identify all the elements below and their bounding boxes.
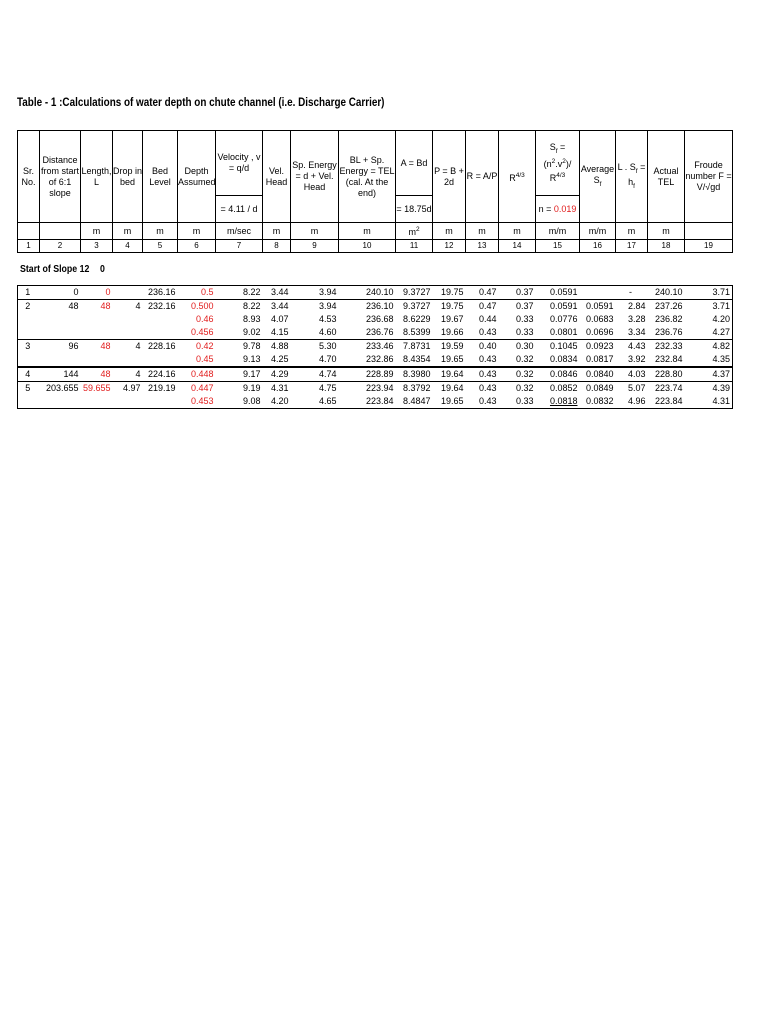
table-cell: 7.8731	[396, 340, 433, 354]
table-cell	[113, 353, 143, 367]
table-cell	[18, 395, 40, 409]
table-cell	[40, 326, 81, 340]
col-header-sr-no: Sr. No.	[18, 131, 40, 223]
column-number-cell: 3	[81, 240, 113, 253]
table-cell	[81, 353, 113, 367]
start-of-slope-label	[20, 264, 105, 275]
table-cell: 4.37	[685, 367, 733, 382]
table-cell: 0.0834	[549, 354, 578, 364]
col-header-bed-level: Bed Level	[143, 131, 178, 223]
table-cell	[143, 395, 178, 409]
avg-label: Average	[580, 163, 615, 174]
unit-cell: m	[113, 223, 143, 240]
table-cell: 4.20	[263, 395, 291, 409]
table-cell: 0.40	[466, 340, 499, 354]
col-header-hydraulic-radius: R = A/P	[466, 131, 499, 223]
table-cell: 0.0852	[536, 382, 580, 396]
data-table	[17, 285, 733, 409]
column-number-cell: 17	[616, 240, 648, 253]
table-cell: 19.64	[433, 382, 466, 396]
table-cell	[40, 353, 81, 367]
col-header-average-sf	[580, 131, 616, 223]
table-cell: 232.86	[365, 354, 394, 364]
table-cell: 8.22	[216, 286, 263, 300]
table-cell: 4.03	[616, 367, 648, 382]
table-cell: 0.0776	[549, 314, 578, 324]
sf-v2: 2	[562, 158, 566, 166]
table-cell: 4.96	[616, 395, 648, 409]
ls-label: L . S	[617, 161, 636, 172]
table-cell: 19.64	[433, 367, 466, 382]
table-cell: 236.68	[365, 314, 394, 324]
table-row	[18, 395, 733, 409]
unit-cell: m	[291, 223, 339, 240]
ls-eq: =	[637, 161, 646, 172]
table-cell: 96	[40, 340, 81, 354]
table-cell: 0.44	[478, 314, 497, 324]
table-cell: 8.93	[242, 314, 261, 324]
column-number-cell: 7	[216, 240, 263, 253]
table-cell: 232.16	[143, 300, 178, 314]
table-cell: 223.94	[339, 382, 396, 396]
table-row	[18, 353, 733, 367]
column-number-cell: 12	[433, 240, 466, 253]
table-cell: 0.0683	[585, 314, 614, 324]
table-cell: 4.29	[263, 367, 291, 382]
column-numbers-row	[18, 240, 733, 253]
unit-cell: m	[143, 223, 178, 240]
hf-h: h	[628, 176, 634, 187]
col-header-froude: Froude number F = V/√gd	[685, 131, 733, 223]
table-cell	[143, 313, 178, 326]
table-cell: 0.46	[195, 314, 214, 324]
table-cell	[143, 326, 178, 340]
table-cell: 19.65	[433, 395, 466, 409]
table-cell: 9.19	[216, 382, 263, 396]
table-cell: 19.65	[440, 354, 464, 364]
table-cell: 1	[18, 286, 40, 300]
column-number-cell: 8	[263, 240, 291, 253]
table-cell: 237.26	[648, 300, 685, 314]
table-cell: 19.75	[433, 300, 466, 314]
table-cell: 4.39	[685, 382, 733, 396]
table-cell	[81, 313, 113, 326]
table-cell: 0.33	[499, 395, 536, 409]
table-cell	[18, 326, 40, 340]
unit-cell	[18, 223, 40, 240]
sf-r-exp: 4/3	[556, 172, 566, 180]
table-cell: 0.456	[190, 327, 214, 337]
table-cell: 4	[113, 300, 143, 314]
sf-r: R	[549, 173, 557, 184]
document-title: Table - 1 :Calculations of water depth on chute channel (i.e. Discharge Carrier)	[17, 97, 385, 109]
sf-v: .v	[555, 159, 563, 170]
unit-cell: m/m	[536, 223, 580, 240]
table-cell: 0.32	[499, 382, 536, 396]
table-cell: 0.0849	[580, 382, 616, 396]
table-cell: 0.0591	[536, 286, 580, 300]
table-cell	[143, 353, 178, 367]
table-cell: 0.0832	[580, 395, 616, 409]
col-header-n-value	[536, 196, 580, 223]
table-cell: 232.84	[654, 354, 683, 364]
table-cell: 236.16	[143, 286, 178, 300]
col-header-actual-tel: Actual TEL	[648, 131, 685, 223]
unit-cell	[685, 223, 733, 240]
unit-cell: m/m	[580, 223, 616, 240]
col-header-distance: Distance from start of 6:1 slope	[40, 131, 81, 223]
table-cell: 8.6229	[402, 314, 431, 324]
table-cell: 0.32	[499, 367, 536, 382]
avg-s: S	[593, 174, 600, 185]
table-cell: 19.67	[440, 314, 464, 324]
table-cell: 8.4847	[396, 395, 433, 409]
table-cell: 2	[18, 300, 40, 314]
sf-eq: =	[557, 141, 566, 152]
table-cell: 224.16	[143, 367, 178, 382]
table-cell: 0.1045	[536, 340, 580, 354]
table-cell: 0.42	[178, 340, 216, 354]
table-cell: 232.33	[648, 340, 685, 354]
table-cell: 0.45	[195, 354, 214, 364]
table-cell: 0.0840	[580, 367, 616, 382]
table-cell	[81, 326, 113, 340]
table-cell: 236.76	[365, 327, 394, 337]
column-number-cell: 1	[18, 240, 40, 253]
table-cell	[18, 353, 40, 367]
table-cell: 4.70	[318, 354, 337, 364]
table-cell: 4	[113, 367, 143, 382]
table-cell: 9.17	[216, 367, 263, 382]
table-cell: 0.47	[466, 300, 499, 314]
table-cell: 3.28	[627, 314, 646, 324]
column-number-cell: 6	[178, 240, 216, 253]
table-row	[18, 340, 733, 354]
column-number-cell: 4	[113, 240, 143, 253]
table-cell: 0.43	[478, 354, 497, 364]
n-label: n =	[538, 203, 554, 214]
sf-s: S	[549, 141, 556, 152]
table-cell: 9.3727	[396, 300, 433, 314]
col-header-depth: Depth Assumed	[178, 131, 216, 223]
table-row	[18, 313, 733, 326]
col-header-sf	[536, 131, 580, 196]
table-cell: 0.43	[466, 382, 499, 396]
table-cell: 9.78	[216, 340, 263, 354]
table-cell: 8.22	[216, 300, 263, 314]
table-cell: 0	[40, 286, 81, 300]
col-header-velocity-formula: = 4.11 / d	[216, 196, 263, 223]
table-cell: 0.32	[515, 354, 534, 364]
column-number-cell: 16	[580, 240, 616, 253]
sf-n2: 2	[551, 158, 556, 166]
unit-cell: m	[178, 223, 216, 240]
unit-cell: m	[339, 223, 396, 240]
col-header-vel-head: Vel. Head	[263, 131, 291, 223]
table-cell: 4.97	[113, 382, 143, 396]
table-cell: 0.0923	[580, 340, 616, 354]
table-cell: 203.655	[40, 382, 81, 396]
r43-base: R	[509, 172, 516, 183]
table-cell: 0.33	[515, 327, 534, 337]
table-cell	[40, 395, 81, 409]
table-cell: 0	[81, 286, 113, 300]
col-header-area: A = Bd	[396, 131, 433, 196]
table-cell: 5.07	[616, 382, 648, 396]
unit-cell: m	[466, 223, 499, 240]
table-cell: 8.4354	[402, 354, 431, 364]
table-cell: 3	[18, 340, 40, 354]
table-cell: 4.74	[291, 367, 339, 382]
column-number-cell: 11	[396, 240, 433, 253]
table-cell: 9.02	[242, 327, 261, 337]
table-cell: 0.0801	[549, 327, 578, 337]
table-cell: 4.65	[291, 395, 339, 409]
table-cell: 0.47	[466, 286, 499, 300]
table-cell: 48	[81, 367, 113, 382]
column-number-cell: 5	[143, 240, 178, 253]
table-cell: 0.447	[178, 382, 216, 396]
col-header-length: Length, L	[81, 131, 113, 223]
table-cell: 219.19	[143, 382, 178, 396]
col-header-sp-energy: Sp. Energy = d + Vel. Head	[291, 131, 339, 223]
unit-cell: m	[81, 223, 113, 240]
table-cell	[113, 313, 143, 326]
table-cell: 19.59	[433, 340, 466, 354]
col-header-r43	[499, 131, 536, 223]
unit-cell: $m^2$	[396, 223, 433, 240]
table-cell: 3.71	[685, 300, 733, 314]
table-cell: 3.34	[627, 327, 646, 337]
table-cell: 4.07	[270, 314, 289, 324]
start-label-value: 0	[99, 264, 105, 275]
table-cell: 0.448	[178, 367, 216, 382]
table-cell: 3.94	[291, 286, 339, 300]
table-cell: 0.30	[499, 340, 536, 354]
table-cell: 4.20	[685, 313, 733, 326]
table-cell: 0.43	[478, 327, 497, 337]
unit-cell: m	[616, 223, 648, 240]
table-cell	[580, 286, 616, 300]
unit-cell: m	[433, 223, 466, 240]
table-cell: 223.74	[648, 382, 685, 396]
table-cell: 9.08	[216, 395, 263, 409]
table-cell: 233.46	[339, 340, 396, 354]
table-cell: 8.5399	[402, 327, 431, 337]
column-number-cell: 19	[685, 240, 733, 253]
table-cell: 0.0846	[536, 367, 580, 382]
sf-n: (n	[543, 159, 552, 170]
table-cell: 0.37	[499, 286, 536, 300]
table-cell: 228.89	[339, 367, 396, 382]
table-cell: 4.15	[270, 327, 289, 337]
table-cell: 5	[18, 382, 40, 396]
table-cell: 3.71	[685, 286, 733, 300]
table-cell: 236.82	[654, 314, 683, 324]
unit-cell: m	[648, 223, 685, 240]
units-row	[18, 223, 733, 240]
table-cell: 0.43	[466, 367, 499, 382]
r43-exp: 4/3	[515, 171, 525, 179]
col-header-velocity: Velocity , v = q/d	[216, 131, 263, 196]
table-cell: 4.82	[685, 340, 733, 354]
column-number-cell: 10	[339, 240, 396, 253]
table-cell: 0.0591	[536, 300, 580, 314]
table-cell: 4	[18, 367, 40, 382]
table-cell: 0.43	[466, 395, 499, 409]
table-cell: 4.75	[291, 382, 339, 396]
table-cell: 48	[40, 300, 81, 314]
start-label-text: Start of Slope 12	[20, 264, 90, 275]
table-cell: 19.75	[433, 286, 466, 300]
table-cell: 0.453	[178, 395, 216, 409]
table-cell: 223.84	[648, 395, 685, 409]
table-cell: 9.13	[242, 354, 261, 364]
table-cell: 0.0591	[580, 300, 616, 314]
table-row	[18, 286, 733, 300]
table-row	[18, 382, 733, 396]
table-cell: 4.31	[685, 395, 733, 409]
table-cell: 48	[81, 340, 113, 354]
ls-sub: f	[635, 167, 638, 175]
table-cell	[81, 395, 113, 409]
table-cell: 228.80	[648, 367, 685, 382]
table-cell: -	[616, 286, 648, 300]
table-cell: 4.88	[263, 340, 291, 354]
table-cell: 4.60	[318, 327, 337, 337]
table-cell	[113, 286, 143, 300]
table-cell: 4	[113, 340, 143, 354]
table-header	[17, 130, 733, 253]
table-cell: 236.10	[339, 300, 396, 314]
table-cell: 4.43	[616, 340, 648, 354]
unit-cell	[40, 223, 81, 240]
table-cell	[40, 313, 81, 326]
table-cell	[18, 313, 40, 326]
table-cell: 228.16	[143, 340, 178, 354]
hf-sub: f	[633, 182, 635, 190]
n-value: 0.019	[553, 203, 577, 214]
unit-m2-exp: 2	[415, 226, 420, 233]
table-cell: 0.5	[178, 286, 216, 300]
table-cell: 3.44	[263, 286, 291, 300]
table-cell: 0.0817	[585, 354, 614, 364]
table-cell: 4.53	[318, 314, 337, 324]
table-cell: 0.37	[499, 300, 536, 314]
table-cell: 236.76	[654, 327, 683, 337]
table-cell: 4.35	[685, 353, 733, 367]
sf-sub: f	[555, 147, 558, 155]
sf-close: )/	[565, 159, 572, 170]
table-cell: 0.0818	[536, 395, 580, 409]
table-cell: 240.10	[648, 286, 685, 300]
column-number-cell: 9	[291, 240, 339, 253]
table-cell: 3.94	[291, 300, 339, 314]
column-number-cell: 14	[499, 240, 536, 253]
table-cell: 4.31	[263, 382, 291, 396]
table-cell: 144	[40, 367, 81, 382]
table-cell: 59.655	[81, 382, 113, 396]
col-header-drop: Drop in bed	[113, 131, 143, 223]
table-cell: 240.10	[339, 286, 396, 300]
table-cell: 3.44	[263, 300, 291, 314]
avg-sub: f	[599, 180, 602, 188]
column-number-cell: 18	[648, 240, 685, 253]
table-cell: 9.3727	[396, 286, 433, 300]
unit-cell: m	[499, 223, 536, 240]
col-header-perimeter: P = B + 2d	[433, 131, 466, 223]
table-cell: 48	[81, 300, 113, 314]
col-header-area-formula: = 18.75d	[396, 196, 433, 223]
table-cell: 8.3792	[396, 382, 433, 396]
table-cell: 3.92	[627, 354, 646, 364]
table-row	[18, 367, 733, 382]
table-cell: 0.0696	[585, 327, 614, 337]
col-header-hf	[616, 131, 648, 223]
table-cell	[113, 395, 143, 409]
table-cell: 8.3980	[396, 367, 433, 382]
unit-cell: m/sec	[216, 223, 263, 240]
column-number-cell: 2	[40, 240, 81, 253]
table-cell: 0.500	[178, 300, 216, 314]
table-row	[18, 326, 733, 340]
column-number-cell: 15	[536, 240, 580, 253]
table-cell	[113, 326, 143, 340]
table-cell: 223.84	[339, 395, 396, 409]
table-row	[18, 300, 733, 314]
table-cell: 19.66	[440, 327, 464, 337]
column-number-cell: 13	[466, 240, 499, 253]
table-cell: 2.84	[616, 300, 648, 314]
col-header-tel: BL + Sp. Energy = TEL (cal. At the end)	[339, 131, 396, 223]
unit-cell: m	[263, 223, 291, 240]
table-cell: 4.25	[270, 354, 289, 364]
table-cell: 4.27	[685, 326, 733, 340]
table-cell: 5.30	[291, 340, 339, 354]
table-cell: 0.33	[515, 314, 534, 324]
